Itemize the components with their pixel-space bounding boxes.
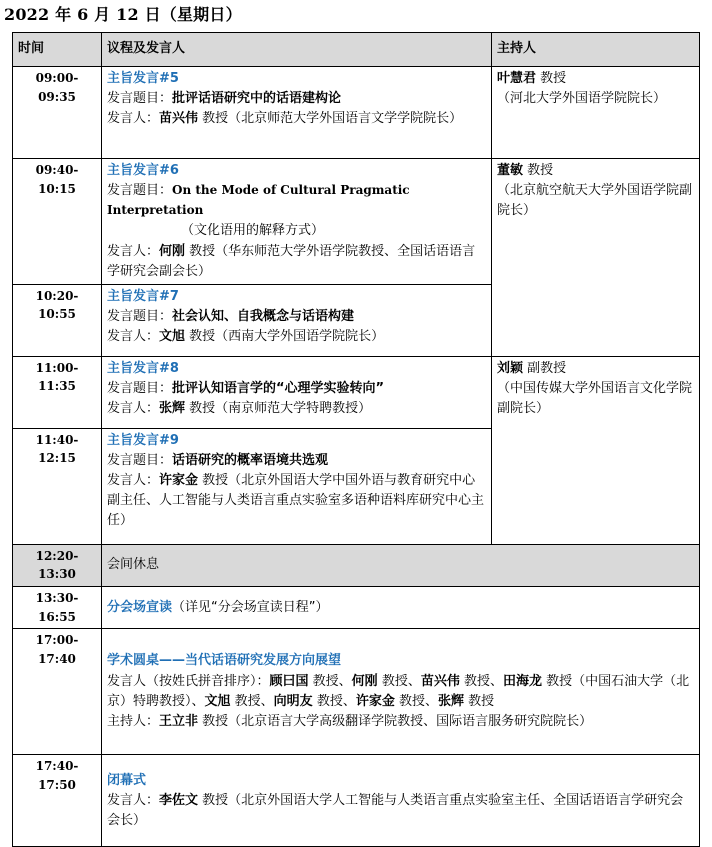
speaker-title: 教授、 [308,673,352,689]
break-row [13,544,700,586]
topic-prefix: 发言题目： [107,91,173,107]
topic-title: 批评认知语言学的“心理学实验转向” [172,380,385,396]
host-name: 叶慧君 [497,71,537,86]
host-cell [492,159,700,357]
speaker-prefix: 发言人： [107,243,160,259]
topic-line [107,451,486,471]
speaker-line [107,327,486,347]
host-detail: （中国传媒大学外国语言文化学院副院长） [497,380,693,417]
parallel-text: （详见“分会场宣读日程”） [172,599,329,615]
speaker-detail: 教授（西南大学外国语学院院长） [185,329,385,345]
table-row [13,67,700,159]
speaker-title: 教授、 [459,673,503,689]
host-title: 教授 [523,163,554,178]
roundtable-cell [102,629,700,755]
host-name: 董敏 [497,163,524,178]
speaker-name: 顾曰国 [269,673,309,689]
host-title: 副教授 [523,360,567,376]
speaker-title: 教授、 [377,673,421,689]
speaker-name: 张辉 [159,401,186,417]
parallel-row [13,587,700,629]
roundtable-label: 学术圆桌——当代话语研究发展方向展望 [107,653,342,669]
session-label: 主旨发言#7 [107,288,179,304]
speaker-name: 文旭 [159,329,186,345]
topic-title: 话语研究的概率语境共选观 [172,452,329,468]
agenda-cell [102,159,492,285]
speaker-line [107,471,486,531]
header-agenda: 议程及发言人 [102,33,492,67]
topic-line [107,379,486,399]
roundtable-speakers [107,672,694,712]
speaker-title: 教授 [464,693,495,709]
host-detail: （河北大学外国语学院院长） [497,91,667,107]
speaker-name: 向明友 [273,693,313,709]
parallel-label: 分会场宣读 [107,599,173,615]
time-cell: 17:00-17:40 [13,629,102,755]
speaker-prefix: 发言人： [107,111,160,127]
topic-line [107,181,486,221]
host-cell [492,356,700,544]
speakers-prefix: 发言人（按姓氏拼音排序）： [107,673,270,689]
session-label: 主旨发言#6 [107,163,179,178]
agenda-cell [102,428,492,544]
speaker-title: 教授（中国石油大学（北京）特聘教授）、 [107,673,690,709]
time-cell: 10:20-10:55 [13,284,102,356]
header-row [13,33,700,67]
closing-label: 闭幕式 [107,772,147,788]
time-cell: 12:20-13:30 [13,544,102,586]
topic-prefix: 发言题目： [107,183,173,199]
schedule-table [12,32,700,847]
topic-prefix: 发言题目： [107,452,173,468]
speaker-title: 教授、 [394,693,438,709]
page-title: 2022 年 6 月 12 日（星期日） [4,5,242,24]
host-detail: （北京航空航天大学外国语学院副院长） [497,183,693,219]
speaker-name: 文旭 [204,693,231,709]
host-prefix: 主持人： [107,713,160,729]
speaker-name: 苗兴伟 [420,673,460,689]
roundtable-row [13,629,700,755]
speaker-name: 许家金 [355,693,395,709]
topic-title: 社会认知、自我概念与话语构建 [172,308,355,324]
time-cell: 11:00-11:35 [13,356,102,428]
topic-prefix: 发言题目： [107,308,173,324]
topic-line [107,89,486,109]
speaker-line [107,109,486,129]
time-cell: 09:40-10:15 [13,159,102,285]
speaker-name: 许家金 [159,473,199,489]
speaker-line [107,242,486,282]
time-cell: 17:40-17:50 [13,755,102,847]
closing-speaker [107,791,694,831]
break-text: 会间休息 [102,544,700,586]
speaker-prefix: 发言人： [107,329,160,345]
session-label: 主旨发言#5 [107,71,179,86]
agenda-cell [102,284,492,356]
table-row [13,356,700,428]
topic-title: On the Mode of Cultural Pragmatic Interpretation [107,183,410,218]
speaker-detail: 教授（北京师范大学外国语言文学学院院长） [198,111,463,127]
speaker-line [107,399,486,419]
session-label: 主旨发言#9 [107,432,179,448]
agenda-cell [102,356,492,428]
speaker-prefix: 发言人： [107,473,160,489]
speaker-name: 张辉 [437,693,464,709]
speaker-detail: 教授（北京外国语大学人工智能与人类语言重点实验室主任、全国话语语言学研究会会长） [107,792,684,828]
time-cell: 13:30-16:55 [13,587,102,629]
time-cell: 09:00-09:35 [13,67,102,159]
speaker-detail: 教授（南京师范大学特聘教授） [185,401,372,417]
speaker-name: 李佐文 [159,792,199,808]
table-row [13,159,700,285]
speaker-detail: 教授（北京外国语大学中国外语与教育研究中心副主任、人工智能与人类语言重点实验室多语种语料库研究中心主任） [107,473,485,529]
host-name: 王立非 [159,713,199,729]
host-cell [492,67,700,159]
speaker-title: 教授、 [312,693,356,709]
topic-line [107,307,486,327]
speaker-name: 何刚 [159,243,186,259]
speaker-name: 何刚 [351,673,378,689]
header-host: 主持人 [492,33,700,67]
topic-subtitle: （文化语用的解释方式） [181,223,325,239]
session-label: 主旨发言#8 [107,360,179,376]
header-time: 时间 [13,33,102,67]
topic-title: 批评话语研究中的话语建构论 [172,91,342,107]
topic-prefix: 发言题目： [107,380,173,396]
host-title: 教授 [536,71,567,86]
speaker-prefix: 发言人： [107,401,160,417]
speaker-name: 田海龙 [502,673,542,689]
time-cell: 11:40-12:15 [13,428,102,544]
host-name: 刘颖 [497,360,524,376]
parallel-cell [102,587,700,629]
speaker-title: 教授、 [230,693,274,709]
speaker-name: 苗兴伟 [159,111,199,127]
speaker-detail: 教授（华东师范大学外语学院教授、全国话语语言学研究会副会长） [107,243,476,279]
agenda-cell [102,67,492,159]
roundtable-host [107,712,694,732]
speaker-prefix: 发言人： [107,792,160,808]
host-detail: 教授（北京语言大学高级翻译学院教授、国际语言服务研究院院长） [198,713,593,729]
